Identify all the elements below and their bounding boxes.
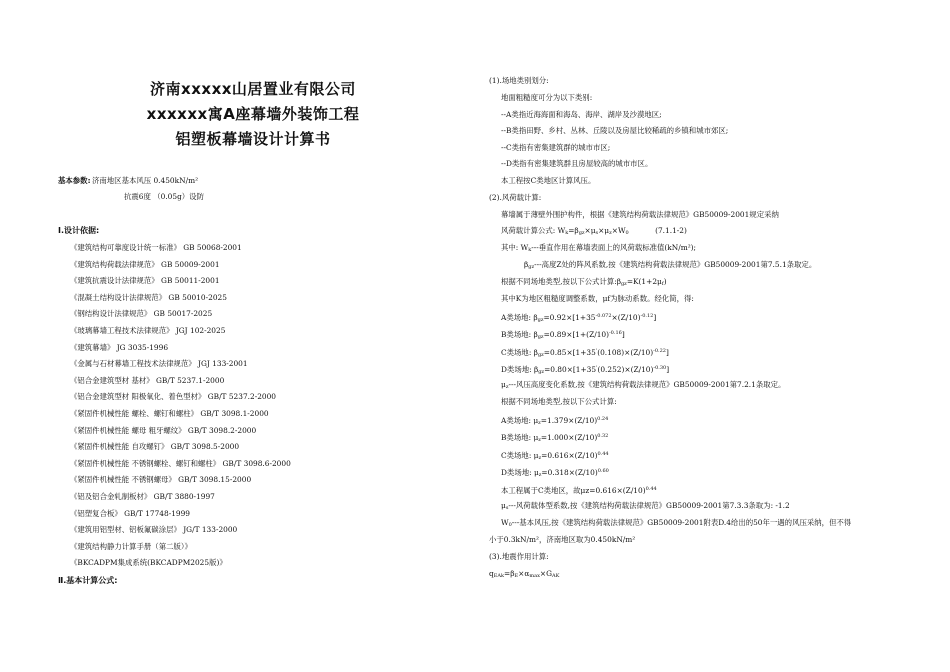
standard-item: 《建筑结构可靠度设计统一标准》 GB 50068-2001 [70, 243, 242, 252]
site-class-d: --D类指有密集建筑群且房屋较高的城市市区。 [501, 159, 653, 168]
where-bgz: $\beta_{gz}---$高度Z处的阵风系数,按《建筑结构荷载法律规范》GB50009-2001第7.5.1条取定。 [524, 260, 817, 270]
where-wk: 其中: $W_k---$垂直作用在幕墙表面上的风荷载标准值(kN/m²); [501, 243, 697, 253]
site-intro: 地面粗糙度可分为以下类别: [501, 93, 593, 102]
wind-formula-expr: $W_k=\beta_{gz}\times\mu_s\times\mu_z\times W_0$ [557, 226, 629, 236]
wind-formula-ref: (7.1.1-2) [655, 226, 687, 235]
basic-params-seismic: 抗震6度 （0.05g）设防 [124, 192, 204, 201]
wind-formula-label: 风荷载计算公式: [501, 226, 558, 235]
bgz-formula-line: C类场地: $\beta_{gz}=0.85\times[1+35'(0.108)\times(Z/10)^{-0.22}]$ [501, 347, 669, 358]
bgz-formula-line: B类场地: $\beta_{gz}=0.89\times[1+(Z/10)^{-0.16}]$ [501, 330, 625, 341]
standard-item: 《混凝土结构设计法律规范》 GB 50010-2025 [70, 292, 227, 302]
basic-params-label: 基本参数: [58, 176, 91, 185]
basic-params-wind: 济南地区基本风压 0.450kN/m² [92, 176, 199, 185]
wind-intro: 幕墙属于薄壁外围护构件，根据《建筑结构荷载法律规范》GB50009-2001规定采纳 [501, 210, 779, 219]
site-note: 本工程按C类地区计算风压。 [501, 176, 596, 185]
mu-formula-line: A类场地: $\mu_z=1.379\times(Z/10)^{0.24}$ [501, 416, 609, 426]
k-note: 其中K为地区粗糙度调整系数，μf为脉动系数。经化简，得: [501, 294, 694, 303]
mu-calc-intro: 根据不同场地类型,按以下公式计算: [501, 397, 617, 406]
standard-item: 《金属与石材幕墙工程技术法律规范》 JGJ 133-2001 [70, 359, 248, 369]
standard-item: 《紧固件机械性能 自攻螺钉》 GB/T 3098.5-2000 [70, 442, 240, 452]
standard-item: 《玻璃幕墙工程技术法律规范》 JGJ 102-2025 [70, 326, 226, 335]
wind-heading: (2).风荷载计算: [489, 193, 542, 202]
bgz-formula-line: A类场地: $\beta_{gz}=0.92\times[1+35^{-0.072}\times(Z/10)^{-0.12}]$ [501, 313, 657, 323]
c-site-note: 本工程属于C类地区，故$\mu z=0.616\times(Z/10)^{0.44}$ [501, 486, 657, 495]
where-mu-s: $\mu_s---$风荷载体型系数,按《建筑结构荷载法律规范》GB50009-2001第7.3.3条取为: -1.2 [501, 501, 790, 511]
standard-item: 《钢结构设计法律规范》 GB 50017-2025 [70, 309, 213, 319]
standard-item: 《建筑结构荷载法律规范》 GB 50009-2001 [70, 259, 220, 269]
standard-item: 《铝塑复合板》 GB/T 17748-1999 [70, 508, 191, 518]
section-1-heading: Ⅰ.设计依据: [58, 226, 100, 235]
mu-formula-line: B类场地: $\mu_z=1.000\times(Z/10)^{0.32}$ [501, 433, 609, 444]
project-title: xxxxxx寓A座幕墙外装饰工程 [146, 105, 360, 123]
section-2-heading: Ⅱ.基本计算公式: [58, 576, 118, 585]
document-title: 铝塑板幕墙设计计算书 [175, 130, 331, 148]
standard-item: 《建筑结构静力计算手册（第二版）》 [70, 541, 192, 551]
standard-item: 《铝合金建筑型材 基材》 GB/T 5237.1-2000 [70, 375, 225, 385]
where-w0-cont: 小于0.3kN/m²，济南地区取为0.450kN/m² [489, 535, 636, 544]
seismic-formula: $q_{EAk}=\beta_E\times\alpha_{max}\times G_{AK}$ [489, 569, 560, 579]
standard-item: 《紧固件机械性能 不锈钢螺栓、螺钉和螺柱》 GB/T 3098.6-2000 [70, 458, 291, 468]
site-heading: (1).场地类别划分: [489, 76, 549, 85]
mu-formula-line: D类场地: $\mu_z=0.318\times(Z/10)^{0.60}$ [501, 467, 609, 478]
standard-item: 《铝合金建筑型材 阳极氧化、着色型材》 GB/T 5237.2-2000 [70, 392, 277, 402]
mu-formula-line: C类场地: $\mu_z=0.616\times(Z/10)^{0.44}$ [501, 450, 609, 461]
where-mu-z: $\mu_z---$风压高度变化系数,按《建筑结构荷载法律规范》GB50009-2001第7.2.1条取定。 [501, 380, 786, 390]
standard-item: 《紧固件机械性能 不锈钢螺母》 GB/T 3098.15-2000 [70, 475, 252, 485]
standard-item: 《铝及铝合金轧制板材》 GB/T 3880-1997 [70, 492, 215, 501]
standard-item: 《建筑幕墙》 JG 3035-1996 [70, 342, 169, 352]
site-class-a: --A类指近海海面和海岛、海岸、湖岸及沙漠地区; [501, 110, 662, 119]
standard-item: 《紧固件机械性能 螺栓、螺钉和螺柱》 GB/T 3098.1-2000 [70, 409, 269, 418]
site-class-b: --B类指田野、乡村、丛林、丘陵以及房屋比较稀疏的乡镇和城市郊区; [501, 126, 729, 135]
wind-formula [501, 226, 687, 238]
seismic-heading: (3).地震作用计算: [489, 552, 549, 561]
company-title: 济南xxxxx山居置业有限公司 [150, 80, 356, 98]
standard-item: 《紧固件机械性能 螺母 粗牙螺纹》 GB/T 3098.2-2000 [70, 425, 257, 435]
bgz-formula-line: D类场地: $\beta_{gz}=0.80\times[1+35'(0.252)\times(Z/10)^{-0.30}]$ [501, 364, 670, 375]
where-w0: $W_0---$基本风压,按《建筑结构荷载法律规范》GB50009-2001附表D.4给出的50年一遇的风压采纳，但不得 [501, 518, 852, 528]
site-class-c: --C类指有密集建筑群的城市市区; [501, 143, 611, 152]
standard-item: 《建筑用铝型材、铝板氟碳涂层》 JG/T 133-2000 [70, 525, 238, 535]
standard-item: 《BKCADPM集成系统(BKCADPM2025版)》 [70, 558, 227, 568]
standard-item: 《建筑抗震设计法律规范》 GB 50011-2001 [70, 276, 220, 286]
bgz-calc-intro: 根据不同场地类型,按以下公式计算$:\beta_{gz}=K(1+2\mu_f)$ [501, 277, 667, 287]
